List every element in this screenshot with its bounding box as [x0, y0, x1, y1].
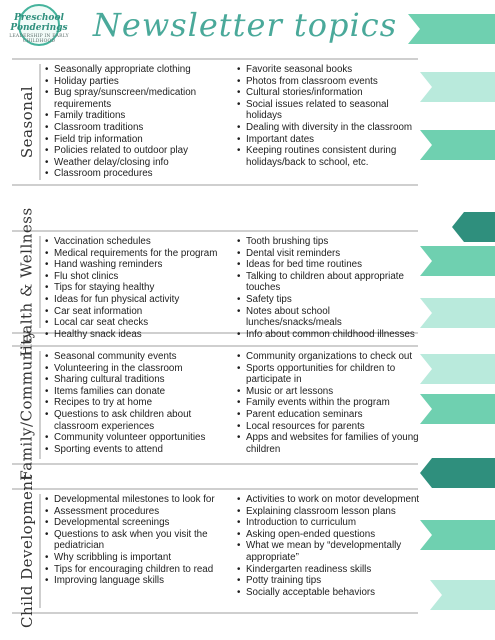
list-item: • Vaccination schedules [44, 236, 234, 248]
list-item: • Family traditions [44, 110, 234, 122]
list-item: • Notes about school lunches/snacks/meals [236, 306, 426, 329]
list-item: • Questions to ask when you visit the pediatrician [44, 529, 234, 552]
list-item: • What we mean by “developmentally appropriate” [236, 540, 426, 563]
list-item: • Local car seat checks [44, 317, 234, 329]
list-item: • Social issues related to seasonal holidays [236, 99, 426, 122]
list-item: • Flu shot clinics [44, 271, 234, 283]
list-item: • Socially acceptable behaviors [236, 587, 426, 599]
list-item: • Sharing cultural traditions [44, 374, 234, 386]
list-item: • Field trip information [44, 134, 234, 146]
list-item: • Parent education seminars [236, 409, 426, 421]
list-item: • Recipes to try at home [44, 397, 234, 409]
list-item: • Safety tips [236, 294, 426, 306]
logo-text-line1: Preschool [14, 13, 64, 23]
list-item: • Community volunteer opportunities [44, 432, 234, 444]
list-item: • Photos from classroom events [236, 76, 426, 88]
section-label: Seasonal [18, 85, 37, 159]
ribbon-shape [420, 298, 495, 328]
section-label: Child Development [18, 473, 37, 629]
topic-list-right [236, 236, 426, 340]
list-item: • Seasonal community events [44, 351, 234, 363]
list-item: • Healthy snack ideas [44, 329, 234, 341]
ribbon-shape [420, 72, 495, 102]
list-item: • Kindergarten readiness skills [236, 564, 426, 576]
list-item: • Volunteering in the classroom [44, 363, 234, 375]
list-item: • Introduction to curriculum [236, 517, 426, 529]
list-item: • Tooth brushing tips [236, 236, 426, 248]
section-divider [39, 64, 41, 180]
ribbon-shape [430, 580, 495, 610]
list-item: • Activities to work on motor development [236, 494, 426, 506]
ribbon-shape [420, 130, 495, 160]
list-item: • Policies related to outdoor play [44, 145, 234, 157]
topic-list-left [44, 494, 234, 587]
list-item: • Talking to children about appropriate touches [236, 271, 426, 294]
topic-list-left [44, 64, 234, 180]
list-item: • Music or art lessons [236, 386, 426, 398]
list-item: • Tips for staying healthy [44, 282, 234, 294]
list-item: • Classroom procedures [44, 168, 234, 180]
list-item: • Ideas for fun physical activity [44, 294, 234, 306]
ribbon-shape [420, 394, 495, 424]
topic-list-right [236, 64, 426, 168]
list-item: • Developmental milestones to look for [44, 494, 234, 506]
section-divider [39, 351, 41, 459]
section-divider [39, 236, 41, 328]
list-item: • Ideas for bed time routines [236, 259, 426, 271]
list-item: • Seasonally appropriate clothing [44, 64, 234, 76]
list-item: • Dealing with diversity in the classroom [236, 122, 426, 134]
section-seasonal [12, 58, 418, 186]
list-item: • Medical requirements for the program [44, 248, 234, 260]
list-item: • Tips for encouraging children to read [44, 564, 234, 576]
list-item: • Local resources for parents [236, 421, 426, 433]
section-label: Health & Wellness [18, 207, 36, 357]
ribbon-shape [420, 246, 495, 276]
list-item: • Classroom traditions [44, 122, 234, 134]
list-item: • Potty training tips [236, 575, 426, 587]
list-item: • Explaining classroom lesson plans [236, 506, 426, 518]
section-label: Family/Community [18, 329, 37, 481]
ribbon-shape [452, 212, 495, 242]
list-item: • Community organizations to check out [236, 351, 426, 363]
list-item: • Cultural stories/information [236, 87, 426, 99]
section-divider [39, 494, 41, 608]
page-title: Newsletter topics [92, 6, 398, 44]
list-item: • Sports opportunities for children to participate in [236, 363, 426, 386]
list-item: • Assessment procedures [44, 506, 234, 518]
ribbon-shape [420, 354, 495, 384]
list-item: • Questions to ask children about classroom experiences [44, 409, 234, 432]
list-item: • Items families can donate [44, 386, 234, 398]
list-item: • Favorite seasonal books [236, 64, 426, 76]
list-item: • Important dates [236, 134, 426, 146]
list-item: • Dental visit reminders [236, 248, 426, 260]
ribbon-shape [420, 458, 495, 488]
list-item: • Why scribbling is important [44, 552, 234, 564]
topic-list-left [44, 351, 234, 455]
list-item: • Weather delay/closing info [44, 157, 234, 169]
list-item: • Asking open-ended questions [236, 529, 426, 541]
topic-list-right [236, 494, 426, 598]
list-item: • Developmental screenings [44, 517, 234, 529]
list-item: • Hand washing reminders [44, 259, 234, 271]
list-item: • Apps and websites for families of young children [236, 432, 426, 455]
topic-list-right [236, 351, 426, 455]
logo-text-line2: Ponderings [10, 23, 68, 33]
list-item: • Bug spray/sunscreen/medication requirements [44, 87, 234, 110]
section-child-development [12, 473, 420, 629]
logo [6, 4, 72, 48]
ribbon-shape [420, 520, 495, 550]
list-item: • Holiday parties [44, 76, 234, 88]
logo-text-line3: LEADERSHIP IN EARLY CHILDHOOD [9, 34, 69, 44]
list-item: • Sporting events to attend [44, 444, 234, 456]
list-item: • Improving language skills [44, 575, 234, 587]
list-item: • Family events within the program [236, 397, 426, 409]
list-item: • Info about common childhood illnesses [236, 329, 426, 341]
topic-list-left [44, 236, 234, 340]
list-item: • Car seat information [44, 306, 234, 318]
ribbon-shape [408, 14, 495, 44]
list-item: • Keeping routines consistent during holidays/back to school, etc. [236, 145, 426, 168]
